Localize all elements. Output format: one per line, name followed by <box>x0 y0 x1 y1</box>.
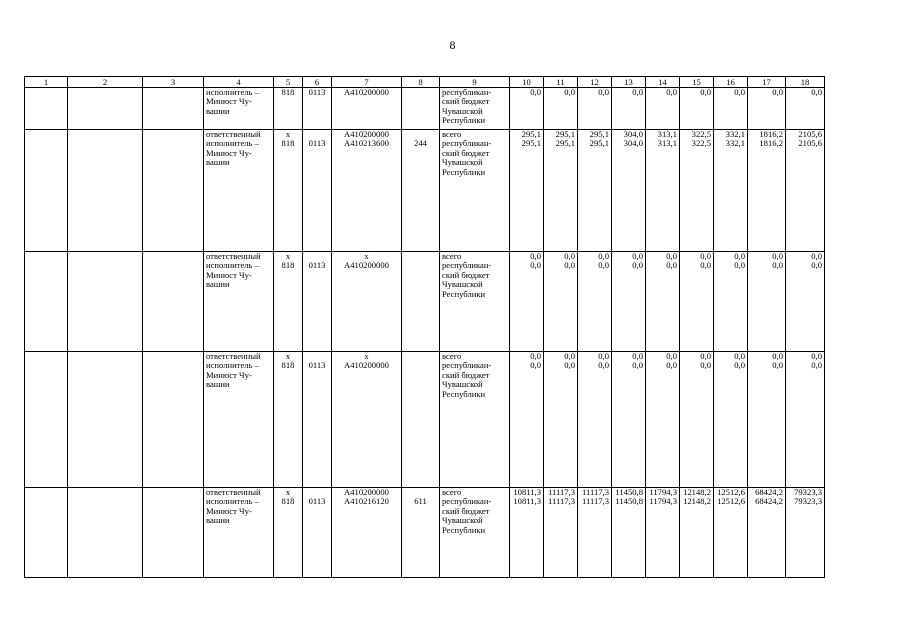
cell-line: всего <box>442 129 462 139</box>
expense-type-cell <box>402 352 440 488</box>
value-cell <box>578 252 612 352</box>
cell-line: 818 <box>281 360 295 371</box>
cell-line: 295,1 <box>555 129 575 139</box>
column-number: 15 <box>680 77 714 88</box>
cell-line: 0,0 <box>811 260 822 271</box>
cell-line: исполнитель – <box>206 138 259 149</box>
cell-line: 0,0 <box>811 360 822 371</box>
expense-type-cell <box>402 488 440 578</box>
expense-type-cell <box>402 88 440 130</box>
section-code-cell <box>303 488 332 578</box>
cell-line: 0113 <box>308 496 326 507</box>
value-cell <box>714 88 748 130</box>
cell-line: 79323,3 <box>794 487 822 497</box>
value-cell <box>510 88 544 130</box>
column-number: 10 <box>510 77 544 88</box>
cell-line: x <box>285 129 291 139</box>
cell-line: 0,0 <box>666 87 677 97</box>
cell-line: А410200000 <box>344 87 389 97</box>
cell-line: 313,1 <box>657 138 677 149</box>
value-cell <box>786 488 825 578</box>
cell-line: республикан- <box>442 260 492 271</box>
value-cell <box>748 488 786 578</box>
value-cell <box>646 88 680 130</box>
cell-line: x <box>285 487 291 497</box>
cell-line: 0,0 <box>530 360 541 371</box>
value-cell <box>544 352 578 488</box>
cell-line: 11794,3 <box>649 487 677 497</box>
cell-line <box>404 361 437 370</box>
cell-line: А410200000 <box>344 260 389 271</box>
column-number: 1 <box>25 77 68 88</box>
column-number: 7 <box>332 77 402 88</box>
value-cell <box>786 130 825 252</box>
cell-line: 0113 <box>308 138 326 149</box>
cell-line: исполнитель – <box>206 260 259 271</box>
cell-line: 68424,2 <box>755 496 783 507</box>
cell-line: 0,0 <box>530 260 541 271</box>
cell-line: вашии <box>206 379 230 390</box>
cell-line: 304,0 <box>623 129 643 139</box>
grbs-code-cell <box>274 130 303 252</box>
executor-cell <box>204 88 274 130</box>
grbs-code-cell <box>274 88 303 130</box>
target-article-cell <box>332 130 402 252</box>
value-cell <box>748 88 786 130</box>
cell-line: 0,0 <box>811 87 822 97</box>
funding-source-cell <box>440 252 510 352</box>
cell-line: 0,0 <box>598 251 609 261</box>
value-cell <box>510 130 544 252</box>
value-cell <box>612 252 646 352</box>
cell-line: 0,0 <box>632 260 643 271</box>
funding-source-cell <box>440 352 510 488</box>
grbs-code-cell <box>274 252 303 352</box>
value-cell <box>680 352 714 488</box>
cell-line: 0,0 <box>772 87 783 97</box>
cell-line: Республики <box>442 288 486 299</box>
cell-line: 0,0 <box>772 351 783 361</box>
cell-line: всего <box>442 351 462 361</box>
cell-line: 0,0 <box>666 260 677 271</box>
cell-line: вашии <box>206 515 230 526</box>
table-row <box>25 88 825 130</box>
value-cell <box>714 252 748 352</box>
event-number-cell <box>25 488 68 578</box>
cell-line: 332,1 <box>725 129 745 139</box>
page-number: 8 <box>449 38 456 52</box>
cell-line: 0,0 <box>530 351 541 361</box>
cell-line: республикан- <box>442 87 492 97</box>
event-number-cell <box>25 252 68 352</box>
empty-cell <box>143 488 204 578</box>
value-cell <box>510 488 544 578</box>
cell-line: Минюст Чу- <box>206 147 252 158</box>
cell-line: исполнитель – <box>206 360 259 371</box>
cell-line: 0,0 <box>632 87 643 97</box>
cell-line: x <box>364 351 369 361</box>
cell-line: 0,0 <box>666 360 677 371</box>
cell-line: 0,0 <box>632 360 643 371</box>
cell-line: 0,0 <box>632 251 643 261</box>
executor-cell <box>204 488 274 578</box>
cell-line: Чувашской <box>442 515 483 526</box>
cell-line: 0,0 <box>734 351 745 361</box>
cell-line: Минюст Чу- <box>206 269 252 280</box>
cell-line: 0,0 <box>734 87 745 97</box>
cell-line: Чувашской <box>442 157 483 168</box>
event-name-cell <box>68 88 143 130</box>
cell-line: 244 <box>414 138 427 149</box>
cell-line: 322,5 <box>691 129 711 139</box>
cell-line: 818 <box>281 260 295 271</box>
cell-line: 12512,6 <box>717 496 745 507</box>
value-cell <box>748 352 786 488</box>
cell-line: ский бюджет <box>442 505 490 516</box>
cell-line: 295,1 <box>589 138 609 149</box>
cell-line: республикан- <box>442 138 492 149</box>
cell-line: Республики <box>442 388 486 399</box>
cell-line: 0,0 <box>598 351 609 361</box>
value-cell <box>578 88 612 130</box>
executor-cell <box>204 130 274 252</box>
event-name-cell <box>68 488 143 578</box>
cell-line: 295,1 <box>521 129 541 139</box>
value-cell <box>786 352 825 488</box>
column-number: 8 <box>402 77 440 88</box>
cell-line: Чувашской <box>442 279 483 290</box>
value-cell <box>612 352 646 488</box>
section-code-cell <box>303 130 332 252</box>
cell-line: вашии <box>206 105 230 116</box>
cell-line: 12148,2 <box>683 487 711 497</box>
cell-line: 322,5 <box>691 138 711 149</box>
value-cell <box>714 352 748 488</box>
target-article-cell <box>332 88 402 130</box>
value-cell <box>544 252 578 352</box>
target-article-cell <box>332 252 402 352</box>
column-number: 14 <box>646 77 680 88</box>
column-number: 5 <box>274 77 303 88</box>
funding-source-cell <box>440 88 510 130</box>
cell-line: 818 <box>281 496 295 507</box>
event-name-cell <box>68 252 143 352</box>
cell-line: исполнитель – <box>206 496 259 507</box>
cell-line: Минюст Чу- <box>206 505 252 516</box>
section-code-cell <box>303 252 332 352</box>
value-cell <box>612 488 646 578</box>
table-row <box>25 130 825 252</box>
target-article-cell <box>332 488 402 578</box>
value-cell <box>680 252 714 352</box>
cell-line: Республики <box>442 524 486 535</box>
cell-line: 0,0 <box>530 251 541 261</box>
cell-line: А410213600 <box>344 138 389 149</box>
value-cell <box>544 130 578 252</box>
cell-line: 0,0 <box>772 251 783 261</box>
cell-line: 0113 <box>308 260 326 271</box>
cell-line <box>404 261 437 270</box>
cell-line: ский бюджет <box>442 147 490 158</box>
column-number: 17 <box>748 77 786 88</box>
table-row <box>25 252 825 352</box>
column-number: 13 <box>612 77 646 88</box>
table-row <box>25 488 825 578</box>
cell-line: 0,0 <box>564 87 575 97</box>
cell-line: республикан- <box>442 360 492 371</box>
grbs-code-cell <box>274 352 303 488</box>
cell-line: 0,0 <box>598 87 609 97</box>
value-cell <box>510 252 544 352</box>
column-number-row <box>25 77 825 88</box>
cell-line <box>404 88 437 97</box>
event-number-cell <box>25 88 68 130</box>
cell-line: 0113 <box>308 87 326 97</box>
cell-line: А410200000 <box>344 129 389 139</box>
cell-line: 295,1 <box>555 138 575 149</box>
event-number-cell <box>25 352 68 488</box>
cell-line: всего <box>442 251 462 261</box>
cell-line: 0,0 <box>700 251 711 261</box>
cell-line: 0,0 <box>564 351 575 361</box>
cell-line: Чувашской <box>442 379 483 390</box>
grbs-code-cell <box>274 488 303 578</box>
cell-line: Минюст Чу- <box>206 369 252 380</box>
cell-line: ский бюджет <box>442 369 490 380</box>
cell-line: 0,0 <box>700 260 711 271</box>
cell-line: 0,0 <box>632 351 643 361</box>
cell-line: 304,0 <box>623 138 643 149</box>
cell-line: 11117,3 <box>582 496 609 507</box>
cell-line: 11450,8 <box>615 496 643 507</box>
executor-cell <box>204 352 274 488</box>
value-cell <box>578 488 612 578</box>
cell-line: вашии <box>206 157 230 168</box>
cell-line: ответственный <box>206 351 261 361</box>
executor-cell <box>204 252 274 352</box>
cell-line: исполнитель – <box>206 87 259 97</box>
event-number-cell <box>25 130 68 252</box>
cell-line: 1816,2 <box>759 138 783 149</box>
cell-line: 0,0 <box>666 251 677 261</box>
cell-line: 0,0 <box>734 360 745 371</box>
column-number: 12 <box>578 77 612 88</box>
cell-line: 0,0 <box>811 251 822 261</box>
value-cell <box>748 252 786 352</box>
column-number: 3 <box>143 77 204 88</box>
cell-line: x <box>285 351 291 361</box>
cell-line: 10811,3 <box>513 496 541 507</box>
funding-source-cell <box>440 130 510 252</box>
column-number: 6 <box>303 77 332 88</box>
cell-line: 0,0 <box>700 351 711 361</box>
value-cell <box>748 130 786 252</box>
cell-line: 0,0 <box>700 360 711 371</box>
cell-line: 11117,3 <box>582 487 609 497</box>
value-cell <box>714 130 748 252</box>
cell-line: ский бюджет <box>442 269 490 280</box>
cell-line: 0,0 <box>530 87 541 97</box>
cell-line: 12512,6 <box>717 487 745 497</box>
cell-line: 295,1 <box>521 138 541 149</box>
event-name-cell <box>68 352 143 488</box>
cell-line: 0,0 <box>666 351 677 361</box>
cell-line: 2105,6 <box>798 138 822 149</box>
column-number: 16 <box>714 77 748 88</box>
column-number: 18 <box>786 77 825 88</box>
value-cell <box>646 488 680 578</box>
cell-line: x <box>364 251 369 261</box>
cell-line: 68424,2 <box>755 487 783 497</box>
value-cell <box>510 352 544 488</box>
cell-line: 0,0 <box>564 251 575 261</box>
cell-line: всего <box>442 487 462 497</box>
cell-line: ответственный <box>206 251 261 261</box>
cell-line: 295,1 <box>589 129 609 139</box>
empty-cell <box>143 88 204 130</box>
column-number: 2 <box>68 77 143 88</box>
cell-line: ский бюджет <box>442 96 490 107</box>
event-name-cell <box>68 130 143 252</box>
cell-line: Минюст Чу- <box>206 96 252 107</box>
cell-line: x <box>285 251 291 261</box>
cell-line: 12148,2 <box>683 496 711 507</box>
cell-line: 11117,3 <box>548 487 575 497</box>
value-cell <box>612 130 646 252</box>
column-number: 9 <box>440 77 510 88</box>
empty-cell <box>143 130 204 252</box>
cell-line: 11450,8 <box>615 487 643 497</box>
cell-line: 611 <box>414 496 427 507</box>
cell-line: 0,0 <box>772 360 783 371</box>
value-cell <box>612 88 646 130</box>
cell-line: 0,0 <box>734 260 745 271</box>
cell-line: А410200000 <box>344 487 389 497</box>
cell-line: 10811,3 <box>513 487 541 497</box>
cell-line: республикан- <box>442 496 492 507</box>
empty-cell <box>143 352 204 488</box>
empty-cell <box>143 252 204 352</box>
cell-line: 0,0 <box>811 351 822 361</box>
cell-line: 0113 <box>308 360 326 371</box>
cell-line: ответственный <box>206 487 261 497</box>
target-article-cell <box>332 352 402 488</box>
cell-line: А410216120 <box>344 496 389 507</box>
value-cell <box>646 352 680 488</box>
value-cell <box>578 352 612 488</box>
expense-type-cell <box>402 252 440 352</box>
cell-line: Чувашской <box>442 105 483 116</box>
column-number: 4 <box>204 77 274 88</box>
expense-type-cell <box>402 130 440 252</box>
cell-line: 11794,3 <box>649 496 677 507</box>
cell-line: 313,1 <box>657 129 677 139</box>
cell-line: 0,0 <box>598 260 609 271</box>
cell-line: 0,0 <box>598 360 609 371</box>
cell-line: 11117,3 <box>548 496 575 507</box>
cell-line: 79323,3 <box>794 496 822 507</box>
cell-line: ответственный <box>206 129 261 139</box>
funding-source-cell <box>440 488 510 578</box>
cell-line: Республики <box>442 115 486 126</box>
cell-line: 0,0 <box>700 87 711 97</box>
cell-line: 0,0 <box>772 260 783 271</box>
value-cell <box>544 88 578 130</box>
budget-table <box>24 76 825 578</box>
cell-line: вашии <box>206 279 230 290</box>
cell-line: 0,0 <box>564 360 575 371</box>
value-cell <box>786 252 825 352</box>
cell-line: 1816,2 <box>759 129 783 139</box>
section-code-cell <box>303 352 332 488</box>
cell-line: 2105,6 <box>798 129 822 139</box>
cell-line: А410200000 <box>344 360 389 371</box>
value-cell <box>578 130 612 252</box>
value-cell <box>680 130 714 252</box>
value-cell <box>646 252 680 352</box>
cell-line: 332,1 <box>725 138 745 149</box>
value-cell <box>646 130 680 252</box>
table-row <box>25 352 825 488</box>
cell-line: 0,0 <box>734 251 745 261</box>
value-cell <box>680 88 714 130</box>
column-number: 11 <box>544 77 578 88</box>
cell-line: 0,0 <box>564 260 575 271</box>
value-cell <box>544 488 578 578</box>
value-cell <box>680 488 714 578</box>
value-cell <box>786 88 825 130</box>
section-code-cell <box>303 88 332 130</box>
value-cell <box>714 488 748 578</box>
cell-line: 818 <box>281 138 295 149</box>
cell-line: 818 <box>281 87 295 97</box>
cell-line: Республики <box>442 166 486 177</box>
